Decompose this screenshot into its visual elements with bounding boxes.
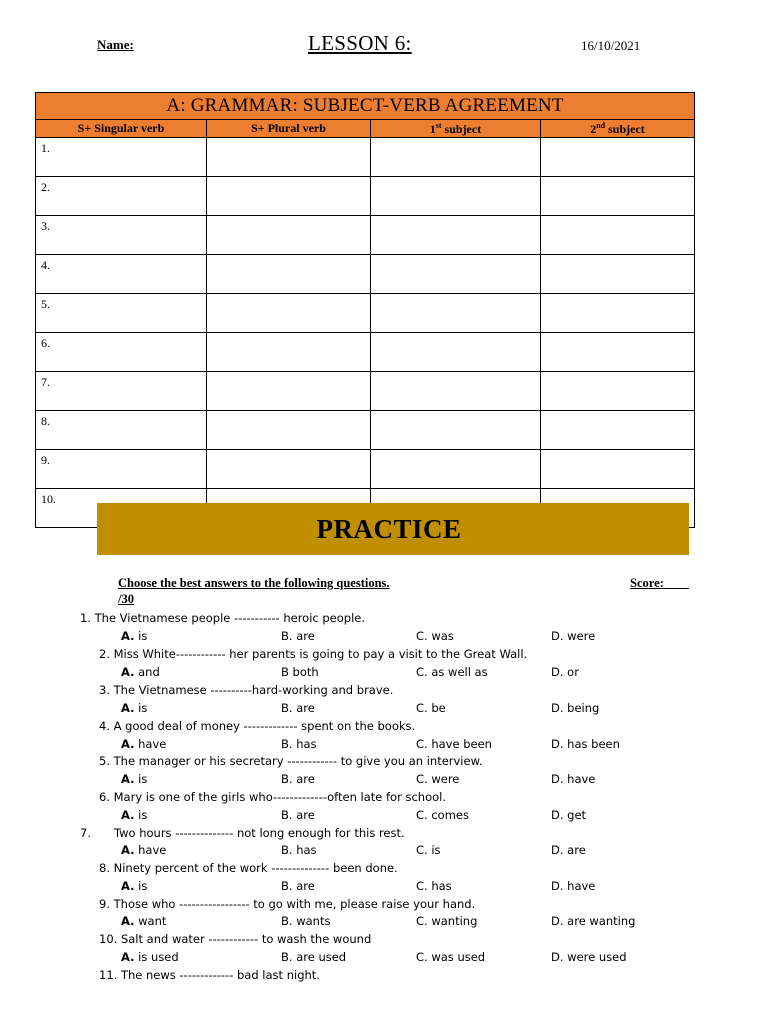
table-cell[interactable] <box>541 255 695 294</box>
score-label: Score: <box>630 576 689 590</box>
lesson-date: 16/10/2021 <box>581 38 641 53</box>
column-header-first-subject: 1st subject <box>371 120 541 138</box>
option-c[interactable]: C. comes <box>416 808 469 822</box>
question-3: 3. The Vietnamese ----------hard-working and brave. <box>99 683 394 697</box>
question-7: Two hours -------------- not long enough for this rest. <box>114 826 405 840</box>
option-d[interactable]: D. were used <box>551 950 627 964</box>
option-c[interactable]: C. have been <box>416 737 492 751</box>
question-1: 1. The Vietnamese people ----------- heroic people. <box>80 611 366 625</box>
table-row <box>36 177 695 216</box>
option-c[interactable]: C. were <box>416 772 460 786</box>
table-row <box>36 372 695 411</box>
grammar-table <box>35 92 695 528</box>
option-a[interactable]: A. is <box>121 808 148 822</box>
question-11: 11. The news ------------- bad last night. <box>99 968 320 982</box>
table-cell[interactable] <box>207 138 371 177</box>
option-b[interactable]: B. are <box>281 808 315 822</box>
table-cell[interactable] <box>371 450 541 489</box>
option-b[interactable]: B. are <box>281 701 315 715</box>
grammar-table-title: A: GRAMMAR: SUBJECT-VERB AGREEMENT <box>36 93 695 120</box>
option-d[interactable]: D. are wanting <box>551 914 636 928</box>
instruction-text: Choose the best answers to the following questions. <box>118 576 390 590</box>
option-a[interactable]: A. is used <box>121 950 179 964</box>
table-cell[interactable] <box>541 333 695 372</box>
row-number: 2. <box>36 177 207 216</box>
option-d[interactable]: D. were <box>551 629 596 643</box>
table-cell[interactable] <box>371 255 541 294</box>
column-header-plural: S+ Plural verb <box>207 120 371 138</box>
lesson-title: LESSON 6: <box>308 31 412 55</box>
practice-banner <box>97 503 689 555</box>
option-d[interactable]: D. have <box>551 772 596 786</box>
option-b[interactable]: B both <box>281 665 319 679</box>
column-header-singular: S+ Singular verb <box>36 120 207 138</box>
question-2: 2. Miss White------------ her parents is going to pay a visit to the Great Wall. <box>99 647 528 661</box>
table-cell[interactable] <box>541 216 695 255</box>
question-5: 5. The manager or his secretary ------------ to give you an interview. <box>99 754 483 768</box>
question-7-number: 7. <box>80 826 91 840</box>
option-b[interactable]: B. are <box>281 879 315 893</box>
option-b[interactable]: B. wants <box>281 914 331 928</box>
table-cell[interactable] <box>371 177 541 216</box>
option-c[interactable]: C. wanting <box>416 914 478 928</box>
table-cell[interactable] <box>541 372 695 411</box>
question-10: 10. Salt and water ------------ to wash the wound <box>99 932 372 946</box>
option-c[interactable]: C. has <box>416 879 452 893</box>
option-a[interactable]: A. is <box>121 879 148 893</box>
option-a[interactable]: A. have <box>121 737 167 751</box>
option-a[interactable]: A. is <box>121 629 148 643</box>
table-row <box>36 450 695 489</box>
option-c[interactable]: C. was <box>416 629 454 643</box>
table-cell[interactable] <box>207 411 371 450</box>
question-8: 8. Ninety percent of the work -------------- been done. <box>99 861 398 875</box>
row-number: 3. <box>36 216 207 255</box>
score-total: /30 <box>118 592 134 606</box>
option-c[interactable]: C. was used <box>416 950 486 964</box>
table-cell[interactable] <box>207 216 371 255</box>
table-cell[interactable] <box>207 333 371 372</box>
table-cell[interactable] <box>371 333 541 372</box>
row-number: 5. <box>36 294 207 333</box>
table-cell[interactable] <box>371 216 541 255</box>
column-header-second-subject: 2nd subject <box>541 120 695 138</box>
table-cell[interactable] <box>207 372 371 411</box>
option-b[interactable]: B. has <box>281 843 317 857</box>
table-cell[interactable] <box>207 255 371 294</box>
option-a[interactable]: A. is <box>121 701 148 715</box>
table-row <box>36 294 695 333</box>
table-cell[interactable] <box>541 138 695 177</box>
question-6: 6. Mary is one of the girls who-------------often late for school. <box>99 790 447 804</box>
table-row <box>36 138 695 177</box>
table-cell[interactable] <box>371 138 541 177</box>
option-c[interactable]: C. as well as <box>416 665 488 679</box>
row-number: 9. <box>36 450 207 489</box>
table-row <box>36 333 695 372</box>
table-cell[interactable] <box>371 294 541 333</box>
option-a[interactable]: A. is <box>121 772 148 786</box>
row-number: 6. <box>36 333 207 372</box>
table-cell[interactable] <box>541 177 695 216</box>
practice-title: PRACTICE <box>316 513 462 544</box>
table-cell[interactable] <box>371 372 541 411</box>
table-cell[interactable] <box>207 177 371 216</box>
option-d[interactable]: D. has been <box>551 737 620 751</box>
table-cell[interactable] <box>207 294 371 333</box>
table-cell[interactable] <box>541 294 695 333</box>
table-cell[interactable] <box>541 450 695 489</box>
option-b[interactable]: B. are <box>281 772 315 786</box>
table-row <box>36 216 695 255</box>
option-b[interactable]: B. are used <box>281 950 347 964</box>
option-a[interactable]: A. and <box>121 665 160 679</box>
option-b[interactable]: B. are <box>281 629 315 643</box>
option-a[interactable]: A. have <box>121 843 167 857</box>
table-row <box>36 411 695 450</box>
table-cell[interactable] <box>371 411 541 450</box>
table-row <box>36 255 695 294</box>
option-d[interactable]: D. or <box>551 665 579 679</box>
table-cell[interactable] <box>541 411 695 450</box>
question-4: 4. A good deal of money ------------- spent on the books. <box>99 719 416 733</box>
option-d[interactable]: D. have <box>551 879 596 893</box>
option-d[interactable]: D. being <box>551 701 600 715</box>
row-number: 4. <box>36 255 207 294</box>
row-number: 7. <box>36 372 207 411</box>
table-cell[interactable] <box>207 450 371 489</box>
option-a[interactable]: A. want <box>121 914 167 928</box>
option-c[interactable]: C. is <box>416 843 441 857</box>
option-b[interactable]: B. has <box>281 737 317 751</box>
row-number: 1. <box>36 138 207 177</box>
option-d[interactable]: D. get <box>551 808 587 822</box>
name-label: Name: <box>97 37 134 52</box>
option-d[interactable]: D. are <box>551 843 586 857</box>
option-c[interactable]: C. be <box>416 701 446 715</box>
row-number: 8. <box>36 411 207 450</box>
question-9: 9. Those who ----------------- to go with me, please raise your hand. <box>99 897 476 911</box>
row-number: 10. <box>36 489 207 528</box>
